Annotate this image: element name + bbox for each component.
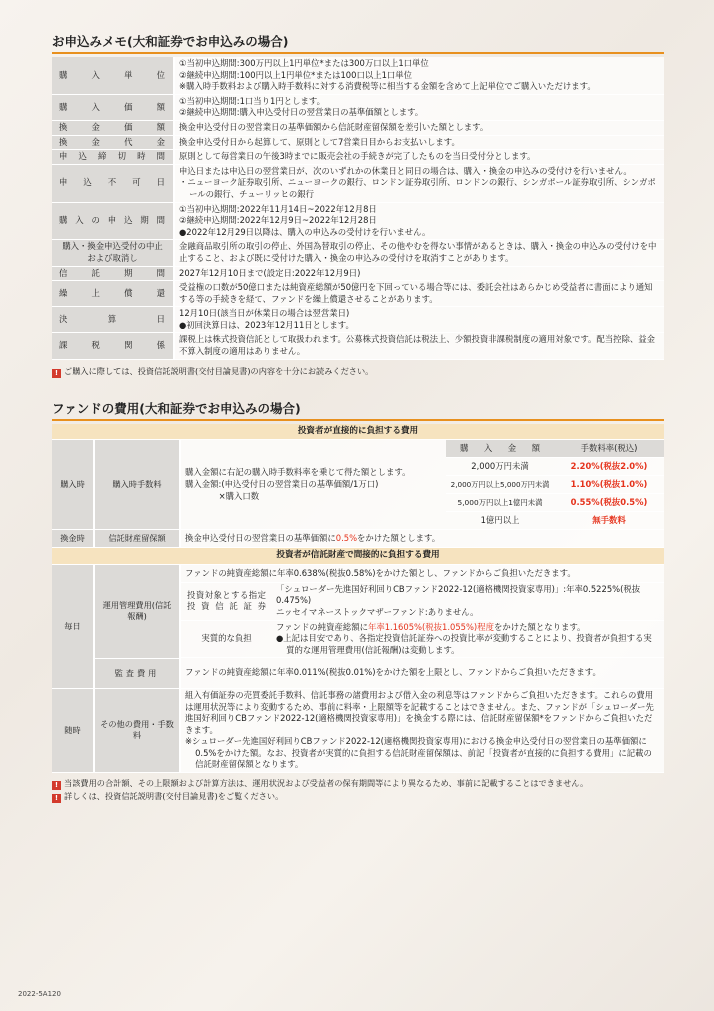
memo-row <box>52 307 664 333</box>
fee-other: その他の費用・手数料 <box>94 688 180 772</box>
memo-line: ②継続申込期間:2022年12月9日~2022年12月28日 <box>179 215 377 226</box>
fee-audit: 監査費用 <box>94 658 180 688</box>
page <box>52 32 664 803</box>
band-indirect: 投資者が信託財産で間接的に負担する費用 <box>52 548 664 565</box>
memo-value <box>174 240 664 266</box>
timing-sell: 換金時 <box>52 530 94 548</box>
memo-row <box>52 94 664 120</box>
memo-row <box>52 281 664 307</box>
other-desc: 組入有価証券の売買委託手数料、信託事務の諸費用および借入金の利息等はファンドからご負担いただきます。これらの費用は運用状況等により変動するため、事前に料率・上限額等を記載することはできません。また、ファンドが「シュローダー先進国好利回りCBファンド2022-12(適格機関投資家専用)」を換金する際には、信託財産留保額*をファンドからご負担いただきます。 ※シュローダー先進国好利回りCBファンド2022-12(適格機関投資家専用)における換金申込受付日の翌営業日の基準価額に0.5%をかけた額。なお、投資者が実質的に負担する信託財産留保額は、前記「投資者が直接的に負担する費用」に記載の信託財産留保額となります。 <box>180 688 664 772</box>
memo-label: 申込不可日 <box>52 164 174 202</box>
sell-desc: 換金申込受付日の翌営業日の基準価額に0.5%をかけた額とします。 <box>180 530 664 548</box>
doc-code: 2022-5A120 <box>18 990 61 998</box>
memo-label: 購入単位 <box>52 57 174 94</box>
memo-value <box>174 164 664 202</box>
memo-value <box>174 150 664 165</box>
memo-line: ②継続申込期間:購入申込受付日の翌営業日の基準価額とします。 <box>179 107 424 118</box>
rate-amount-2: 5,000万円以上1億円未満 <box>446 494 554 512</box>
memo-value <box>174 135 664 150</box>
memo-line: 課税上は株式投資信託として取扱われます。公募株式投資信託は税法上、少額投資非課税制度の適用対象です。配当控除、益金不算入制度の適用はありません。 <box>179 334 656 357</box>
fee-sell: 信託財産留保額 <box>94 530 180 548</box>
memo-line: ●2022年12月29日以降は、購入の申込みの受付けを行いません。 <box>179 226 431 237</box>
memo-label: 信託期間 <box>52 266 174 281</box>
memo-row <box>52 333 664 359</box>
rate-value-3: 無手数料 <box>554 512 664 530</box>
memo-value <box>174 120 664 135</box>
rate-head-amount: 購入金額 <box>446 440 554 458</box>
fees-table <box>52 424 664 773</box>
memo-value <box>174 281 664 307</box>
target-desc: 「シュローダー先進国好利回りCBファンド2022-12(適格機関投資家専用)」:年率0.5225%(税抜0.475%) ニッセイマネーストックマザーファンド:ありません。 <box>272 582 664 620</box>
fees-note-1: ! 当該費用の合計額、その上限額および計算方法は、運用状況および受益者の保有期間等により異なるため、事前に記載することはできません。 <box>52 777 664 790</box>
memo-line: 金融商品取引所の取引の停止、外国為替取引の停止、その他やむを得ない事情があるときは、購入・換金の申込みの受付けを中止すること、および既に受付けた購入・換金の申込みの受付けを取消すことがあります。 <box>179 241 657 263</box>
rate-value-2: 0.55%(税抜0.5%) <box>554 494 664 512</box>
memo-line: 申込日または申込日の翌営業日が、次のいずれかの休業日と同日の場合は、購入・換金の申込みの受付けを行いません。 <box>179 165 632 176</box>
target-label: 投資対象とする指定投資信託証券 <box>180 582 272 620</box>
memo-row <box>52 164 664 202</box>
audit-desc: ファンドの純資産総額に年率0.011%(税抜0.01%)をかけた額を上限とし、ファンドからご負担いただきます。 <box>180 658 664 688</box>
fees-note-2: ! 詳しくは、投資信託説明書(交付目論見書)をご覧ください。 <box>52 790 664 803</box>
memo-value <box>174 266 664 281</box>
memo-line: ・ニューヨーク証券取引所、ニューヨークの銀行、ロンドン証券取引所、ロンドンの銀行、シンガポール証券取引所、シンガポールの銀行、チューリッヒの銀行 <box>179 177 656 199</box>
memo-label: 繰上償還 <box>52 281 174 307</box>
memo-label: 購入・換金申込受付の中止および取消し <box>52 240 174 266</box>
memo-line: 12月10日(該当日が休業日の場合は翌営業日) <box>179 308 350 319</box>
rate-amount-1: 2,000万円以上5,000万円未満 <box>446 476 554 494</box>
info-mark-icon: ! <box>52 781 61 790</box>
rate-value-1: 1.10%(税抜1.0%) <box>554 476 664 494</box>
memo-line: 2027年12月10日まで(設定日:2022年12月9日) <box>179 267 361 278</box>
memo-table <box>52 57 664 360</box>
memo-label: 課税関係 <box>52 333 174 359</box>
memo-note: ! ご購入に際しては、投資信託説明書(交付目論見書)の内容を十分にお読みください。 <box>52 362 664 380</box>
memo-label: 購入の申込期間 <box>52 202 174 240</box>
memo-row <box>52 120 664 135</box>
timing-any: 随時 <box>52 688 94 772</box>
timing-buy: 購入時 <box>52 440 94 530</box>
info-mark-icon: ! <box>52 369 61 378</box>
info-mark-icon: ! <box>52 794 61 803</box>
memo-label: 申込締切時間 <box>52 150 174 165</box>
memo-title-rule <box>52 52 664 54</box>
memo-line: 受益権の口数が50億口または純資産総額が50億円を下回っている場合等には、委託会社はあらかじめ受益者に書面により通知する等の手続きを経て、ファンドを繰上償還させることがあります。 <box>179 282 653 304</box>
buy-desc: 購入金額に右記の購入時手数料率を乗じて得た額とします。 購入金額:(申込受付日の翌営業日の基準価額/1万口) ×購入口数 <box>180 440 446 530</box>
memo-line: ※購入時手数料および購入時手数料に対する消費税等に相当する金額を含めて上記単位でご購入いただけます。 <box>179 81 596 92</box>
memo-row <box>52 266 664 281</box>
memo-row <box>52 135 664 150</box>
memo-row <box>52 57 664 94</box>
memo-line: ②継続申込期間:100円以上1円単位*または100口以上1口単位 <box>179 69 413 80</box>
memo-line: ①当初申込期間:2022年11月14日~2022年12月8日 <box>179 203 377 214</box>
effective-label: 実質的な負担 <box>180 620 272 658</box>
timing-daily: 毎日 <box>52 564 94 688</box>
memo-title: お申込みメモ(大和証券でお申込みの場合) <box>52 34 289 49</box>
rate-value-0: 2.20%(税抜2.0%) <box>554 458 664 476</box>
rate-amount-0: 2,000万円未満 <box>446 458 554 476</box>
memo-line: ①当初申込期間:300万円以上1円単位*または300万口以上1口単位 <box>179 58 429 68</box>
memo-value <box>174 202 664 240</box>
memo-line: 換金申込受付日の翌営業日の基準価額から信託財産留保額を差引いた額とします。 <box>179 121 489 132</box>
memo-value <box>174 307 664 333</box>
rate-amount-3: 1億円以上 <box>446 512 554 530</box>
memo-label: 決算日 <box>52 307 174 333</box>
memo-label: 換金代金 <box>52 135 174 150</box>
memo-line: 換金申込受付日から起算して、原則として7営業日目からお支払いします。 <box>179 136 460 147</box>
memo-row <box>52 202 664 240</box>
fee-mgmt: 運用管理費用(信託報酬) <box>94 564 180 658</box>
fees-title: ファンドの費用(大和証券でお申込みの場合) <box>52 400 301 416</box>
memo-value <box>174 57 664 94</box>
memo-value <box>174 94 664 120</box>
memo-label: 換金価額 <box>52 120 174 135</box>
memo-line: ●初回決算日は、2023年12月11日とします。 <box>179 319 354 330</box>
fees-title-rule <box>52 419 664 421</box>
memo-value <box>174 333 664 359</box>
effective-desc: ファンドの純資産総額に年率1.1605%(税抜1.055%)程度をかけた額となります。 ●上記は目安であり、各指定投資信託証券への投資比率が変動することにより、投資者が負担する実質的な運用管理費用(信託報酬)は変動します。 <box>272 620 664 658</box>
mgmt-desc: ファンドの純資産総額に年率0.638%(税抜0.58%)をかけた額とし、ファンドからご負担いただきます。 <box>180 564 664 582</box>
band-direct: 投資者が直接的に負担する費用 <box>52 424 664 440</box>
rate-head-rate: 手数料率(税込) <box>554 440 664 458</box>
memo-line: ①当初申込期間:1口当り1円とします。 <box>179 95 325 106</box>
memo-row <box>52 240 664 266</box>
memo-row <box>52 150 664 165</box>
fee-buy: 購入時手数料 <box>94 440 180 530</box>
memo-line: 原則として毎営業日の午後3時までに販売会社の手続きが完了したものを当日受付分とします。 <box>179 151 536 162</box>
memo-label: 購入価額 <box>52 94 174 120</box>
